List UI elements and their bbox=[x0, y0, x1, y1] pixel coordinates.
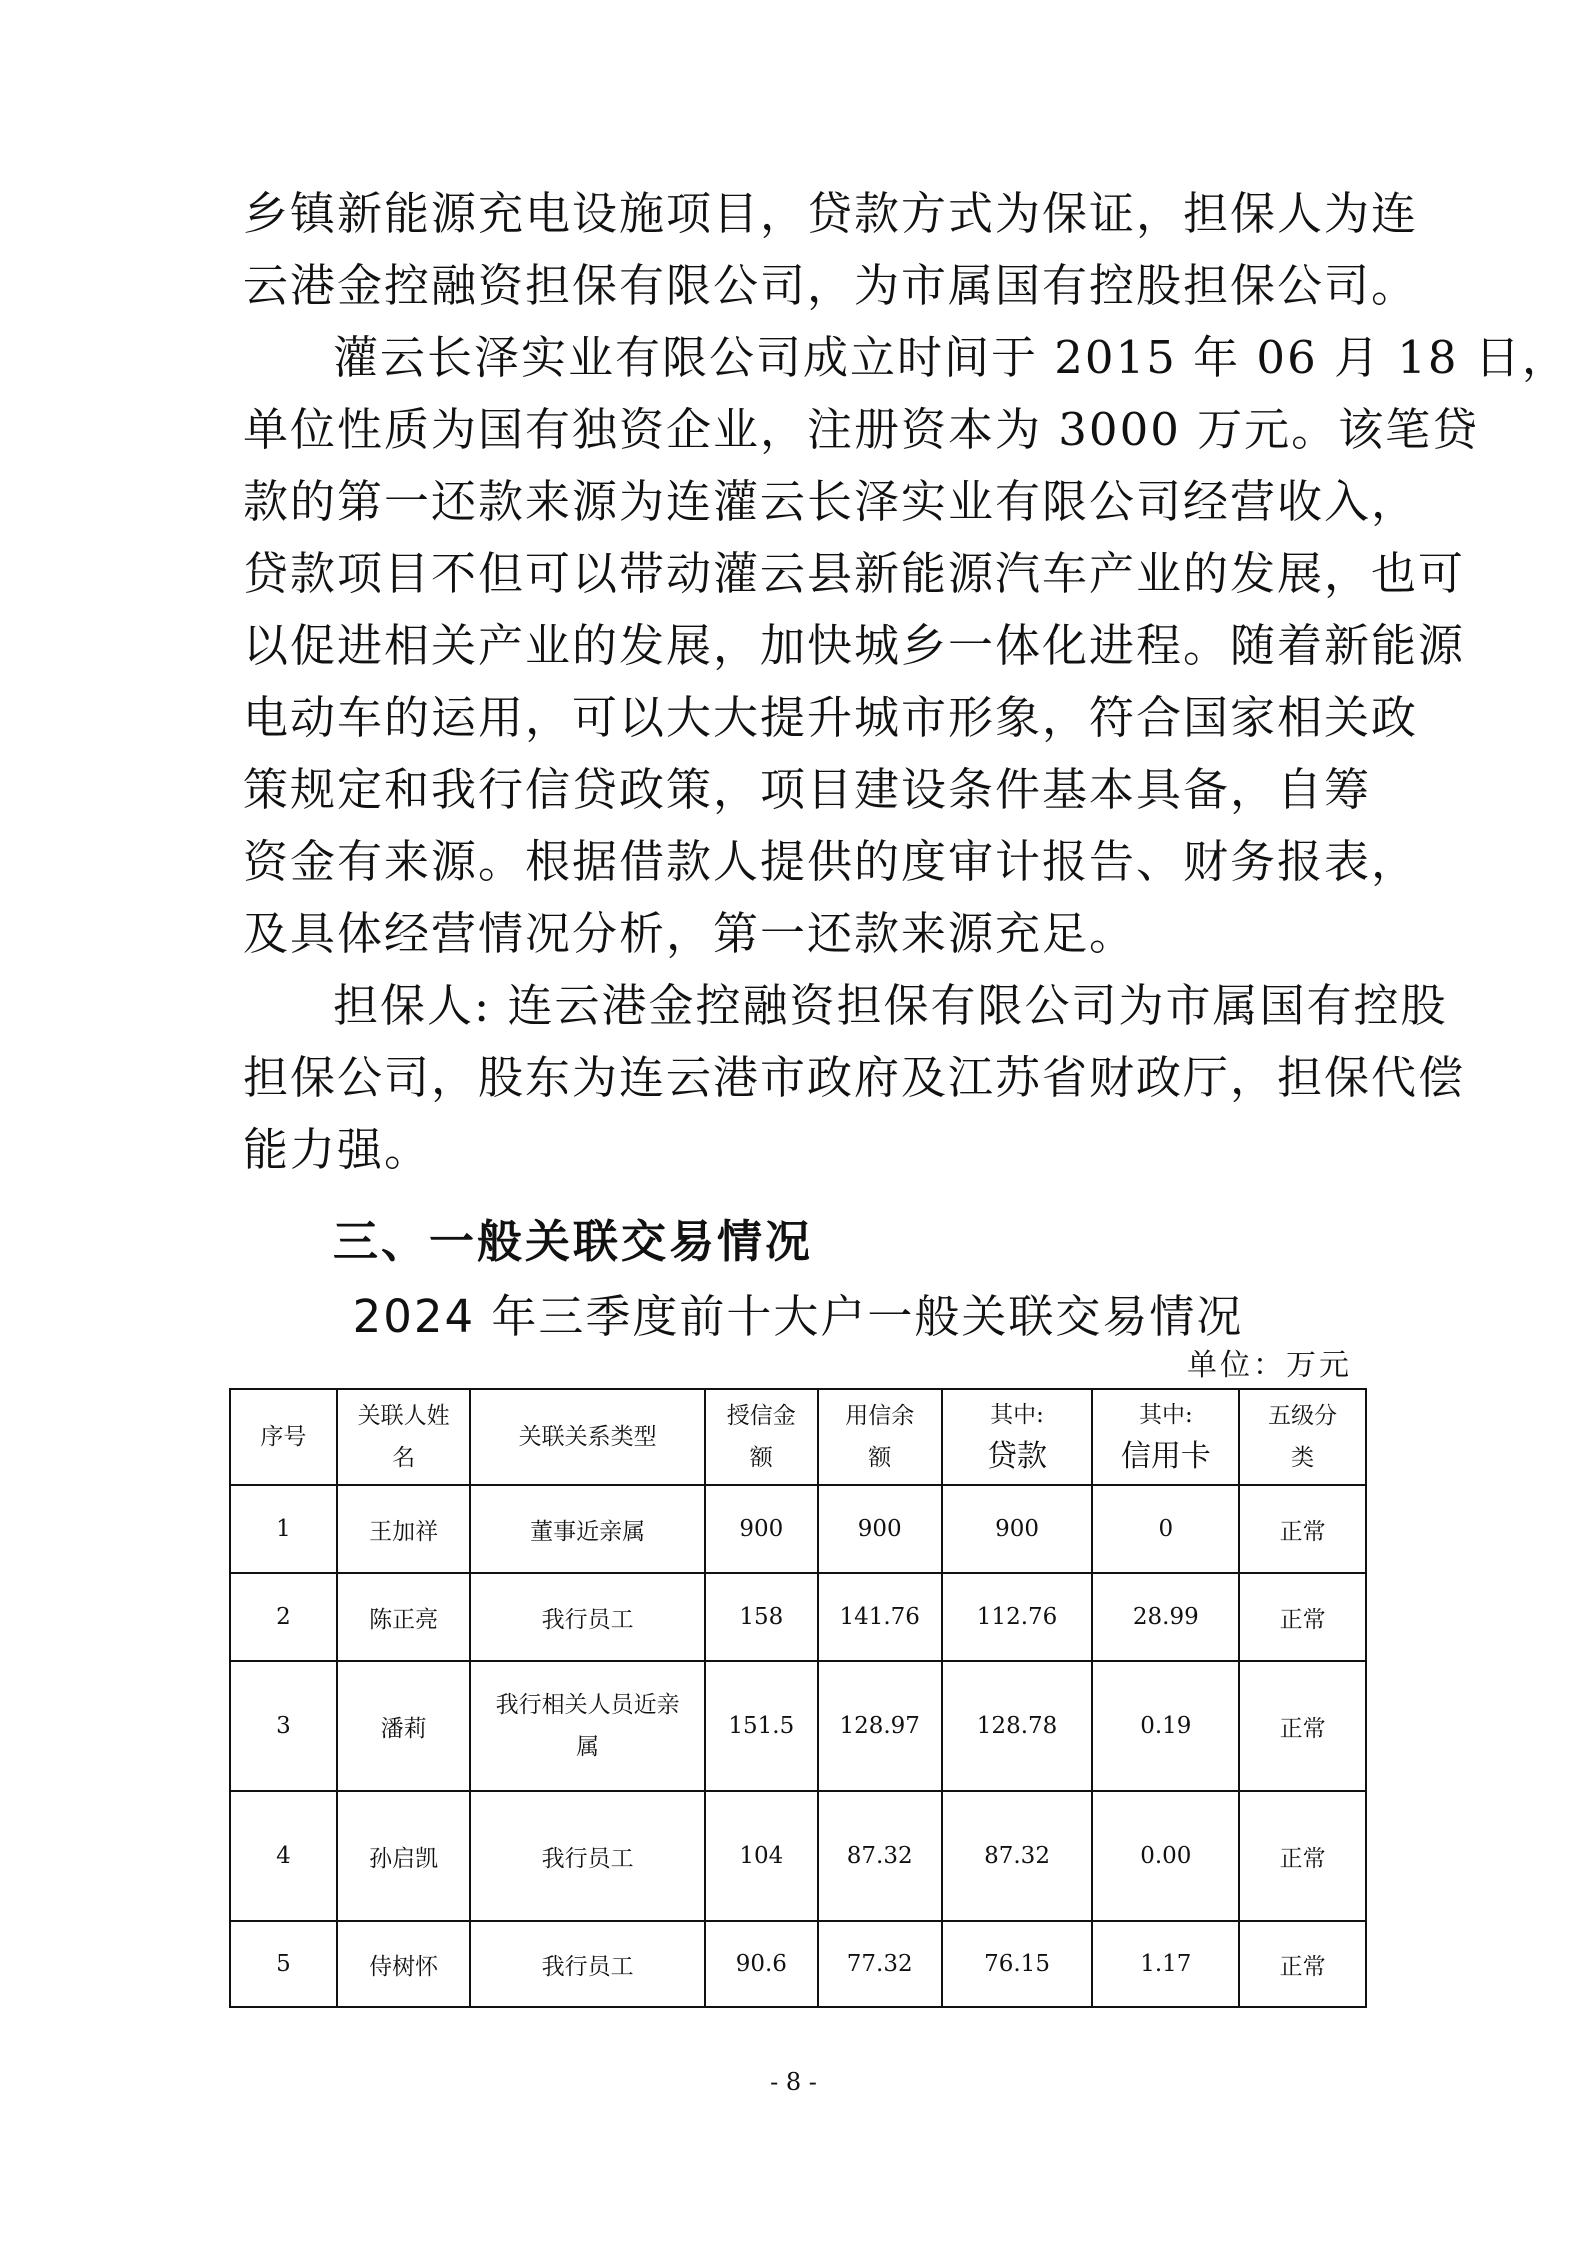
table-row bbox=[230, 1661, 1366, 1791]
cell-credit: 104 bbox=[705, 1791, 818, 1921]
cell-relation: 我行员工 bbox=[470, 1791, 704, 1921]
cell-seq: 2 bbox=[230, 1573, 337, 1661]
cell-used: 128.97 bbox=[818, 1661, 942, 1791]
table-title: 2024 年三季度前十大户一般关联交易情况 bbox=[352, 1290, 1244, 1343]
cell-used: 87.32 bbox=[818, 1791, 942, 1921]
header-credit-line: 授信金 额 bbox=[705, 1389, 818, 1485]
text-line: 担保公司，股东为连云港市政府及江苏省财政厅，担保代偿 bbox=[243, 1051, 1466, 1104]
cell-seq: 1 bbox=[230, 1485, 337, 1573]
cell-card: 28.99 bbox=[1092, 1573, 1239, 1661]
text-line: 单位性质为国有独资企业，注册资本为 3000 万元。该笔贷 bbox=[243, 403, 1480, 456]
header-classification: 五级分 类 bbox=[1239, 1389, 1366, 1485]
header-seq: 序号 bbox=[230, 1389, 337, 1485]
cell-relation: 董事近亲属 bbox=[470, 1485, 704, 1573]
paragraph-3 bbox=[243, 970, 1466, 1186]
cell-seq: 3 bbox=[230, 1661, 337, 1791]
header-name: 关联人姓 名 bbox=[337, 1389, 471, 1485]
header-credit-card: 其中: 信用卡 bbox=[1092, 1389, 1239, 1485]
text-line: 贷款项目不但可以带动灌云县新能源汽车产业的发展，也可 bbox=[243, 547, 1466, 600]
text-line: 能力强。 bbox=[243, 1123, 432, 1176]
cell-class: 正常 bbox=[1239, 1921, 1366, 2007]
cell-name: 侍树怀 bbox=[337, 1921, 471, 2007]
cell-credit: 90.6 bbox=[705, 1921, 818, 2007]
cell-loan: 112.76 bbox=[942, 1573, 1093, 1661]
text-line: 担保人: 连云港金控融资担保有限公司为市属国有控股 bbox=[333, 979, 1448, 1032]
cell-credit: 900 bbox=[705, 1485, 818, 1573]
cell-relation: 我行员工 bbox=[470, 1573, 704, 1661]
unit-label: 单位：万元 bbox=[1187, 1348, 1352, 1383]
text-line: 乡镇新能源充电设施项目，贷款方式为保证，担保人为连 bbox=[243, 187, 1419, 240]
table-row bbox=[230, 1573, 1366, 1661]
table-row bbox=[230, 1921, 1366, 2007]
cell-name: 王加祥 bbox=[337, 1485, 471, 1573]
cell-card: 0.00 bbox=[1092, 1791, 1239, 1921]
cell-card: 0 bbox=[1092, 1485, 1239, 1573]
related-transactions-table bbox=[229, 1388, 1367, 2008]
text-line: 资金有来源。根据借款人提供的度审计报告、财务报表， bbox=[243, 835, 1419, 888]
cell-loan: 87.32 bbox=[942, 1791, 1093, 1921]
text-line: 款的第一还款来源为连灌云长泽实业有限公司经营收入， bbox=[243, 475, 1419, 528]
text-line: 策规定和我行信贷政策，项目建设条件基本具备，自筹 bbox=[243, 763, 1372, 816]
text-line: 云港金控融资担保有限公司，为市属国有控股担保公司。 bbox=[243, 259, 1419, 312]
text-line: 以促进相关产业的发展，加快城乡一体化进程。随着新能源 bbox=[243, 619, 1466, 672]
cell-credit: 151.5 bbox=[705, 1661, 818, 1791]
cell-card: 1.17 bbox=[1092, 1921, 1239, 2007]
section-heading: 三、一般关联交易情况 bbox=[333, 1215, 814, 1268]
header-relation-type: 关联关系类型 bbox=[470, 1389, 704, 1485]
page-number: - 8 - bbox=[770, 2068, 817, 2096]
cell-credit: 158 bbox=[705, 1573, 818, 1661]
header-used-balance: 用信余 额 bbox=[818, 1389, 942, 1485]
text-line: 灌云长泽实业有限公司成立时间于 2015 年 06 月 18 日， bbox=[333, 331, 1569, 384]
cell-name: 潘莉 bbox=[337, 1661, 471, 1791]
paragraph-1 bbox=[243, 178, 1419, 322]
text-line: 及具体经营情况分析，第一还款来源充足。 bbox=[243, 907, 1137, 960]
paragraph-2 bbox=[243, 322, 1569, 970]
cell-class: 正常 bbox=[1239, 1485, 1366, 1573]
cell-loan: 900 bbox=[942, 1485, 1093, 1573]
cell-used: 141.76 bbox=[818, 1573, 942, 1661]
cell-class: 正常 bbox=[1239, 1573, 1366, 1661]
cell-seq: 5 bbox=[230, 1921, 337, 2007]
cell-class: 正常 bbox=[1239, 1791, 1366, 1921]
cell-name: 陈正亮 bbox=[337, 1573, 471, 1661]
cell-card: 0.19 bbox=[1092, 1661, 1239, 1791]
table-row bbox=[230, 1485, 1366, 1573]
cell-name: 孙启凯 bbox=[337, 1791, 471, 1921]
cell-loan: 128.78 bbox=[942, 1661, 1093, 1791]
cell-used: 77.32 bbox=[818, 1921, 942, 2007]
cell-class: 正常 bbox=[1239, 1661, 1366, 1791]
cell-relation: 我行相关人员近亲属 bbox=[470, 1661, 704, 1791]
cell-loan: 76.15 bbox=[942, 1921, 1093, 2007]
cell-used: 900 bbox=[818, 1485, 942, 1573]
table-row bbox=[230, 1791, 1366, 1921]
text-line: 电动车的运用，可以大大提升城市形象，符合国家相关政 bbox=[243, 691, 1419, 744]
cell-relation: 我行员工 bbox=[470, 1921, 704, 2007]
header-loans: 其中: 贷款 bbox=[942, 1389, 1093, 1485]
cell-seq: 4 bbox=[230, 1791, 337, 1921]
table-header-row bbox=[230, 1389, 1366, 1485]
